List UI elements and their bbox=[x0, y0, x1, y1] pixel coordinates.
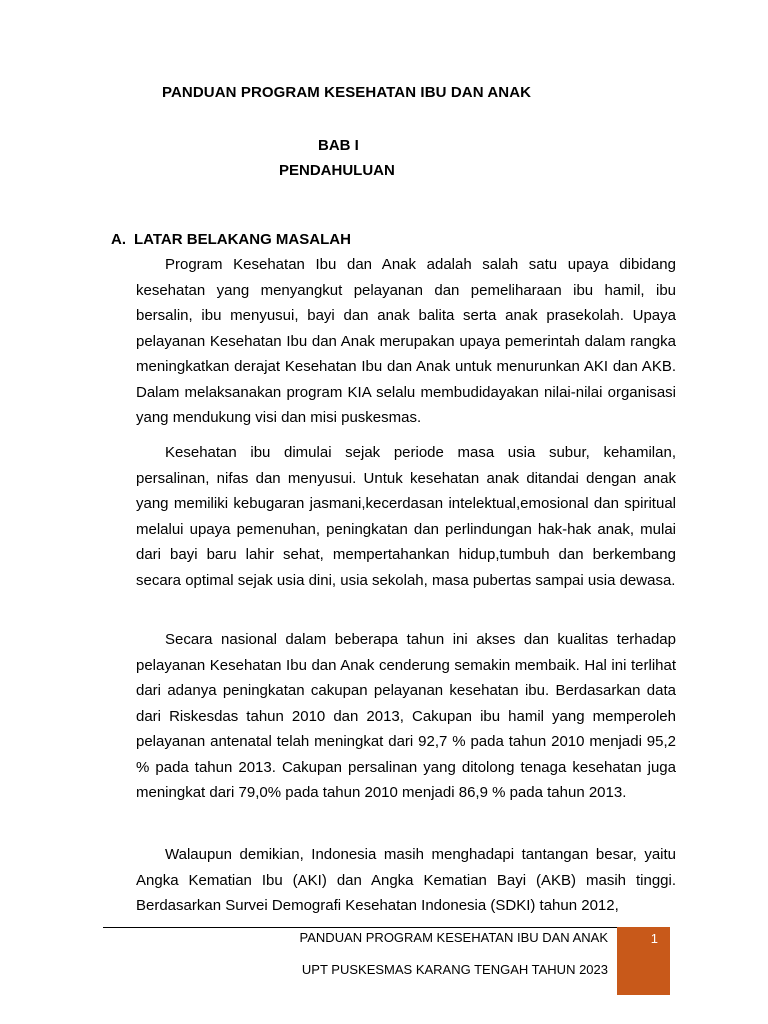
paragraph-4: Walaupun demikian, Indonesia masih menghadapi tantangan besar, yaitu Angka Kematian Ibu (AKI) dan Angka Kematian Bayi (AKB) masih tinggi. Berdasarkan Survei Demografi Kesehatan Indonesia (SDKI) tahun 2012, bbox=[136, 846, 676, 914]
chapter-number: BAB I bbox=[318, 137, 359, 154]
chapter-title: PENDAHULUAN bbox=[279, 162, 395, 179]
page-number-box bbox=[617, 927, 670, 995]
footer-divider bbox=[103, 927, 670, 928]
paragraph-1: Program Kesehatan Ibu dan Anak adalah salah satu upaya dibidang kesehatan yang menyangkut pelayanan dan pemeliharaan ibu hamil, ibu bersalin, ibu menyusui, bayi dan anak balita serta anak prasekolah. Upaya pelayanan Kesehatan Ibu dan Anak merupakan upaya pemerintah dalam rangka meningkatkan derajat Kesehatan Ibu dan Anak untuk menurunkan AKI dan AKB. Dalam melaksanakan program KIA selalu membudidayakan nilai-nilai organisasi yang mendukung visi dan misi puskesmas. bbox=[136, 256, 676, 426]
footer-document-title: PANDUAN PROGRAM KESEHATAN IBU DAN ANAK bbox=[299, 930, 608, 945]
footer-institution: UPT PUSKESMAS KARANG TENGAH TAHUN 2023 bbox=[301, 962, 608, 977]
page-number: 1 bbox=[650, 931, 658, 946]
section-letter: A. bbox=[111, 231, 126, 248]
paragraph-2: Kesehatan ibu dimulai sejak periode masa usia subur, kehamilan, persalinan, nifas dan menyusui. Untuk kesehatan anak ditandai dengan anak yang memiliki kebugaran jasmani,kecerdasan intelektual,emosional dan spiritual melalui upaya pemenuhan, peningkatan dan perlindungan hak-hak anak, mulai dari bayi baru lahir sehat, mempertahankan hidup,tumbuh dan berkembang secara optimal sejak usia dini, usia sekolah, masa pubertas sampai usia dewasa. bbox=[136, 444, 676, 589]
document-title: PANDUAN PROGRAM KESEHATAN IBU DAN ANAK bbox=[162, 84, 532, 101]
section-heading bbox=[111, 231, 351, 248]
paragraph-3: Secara nasional dalam beberapa tahun ini akses dan kualitas terhadap pelayanan Kesehatan Ibu dan Anak cenderung semakin membaik. Hal ini terlihat dari adanya peningkatan cakupan pelayanan kesehatan ibu. Berdasarkan data dari Riskesdas tahun 2010 dan 2013, Cakupan ibu hamil yang memperoleh pelayanan antenatal telah meningkat dari 92,7 % pada tahun 2010 menjadi 95,2 % pada tahun 2013. Cakupan persalinan yang ditolong tenaga kesehatan juga meningkat dari 79,0% pada tahun 2010 menjadi 86,9 % pada tahun 2013. bbox=[136, 631, 676, 801]
section-title: LATAR BELAKANG MASALAH bbox=[134, 231, 351, 248]
